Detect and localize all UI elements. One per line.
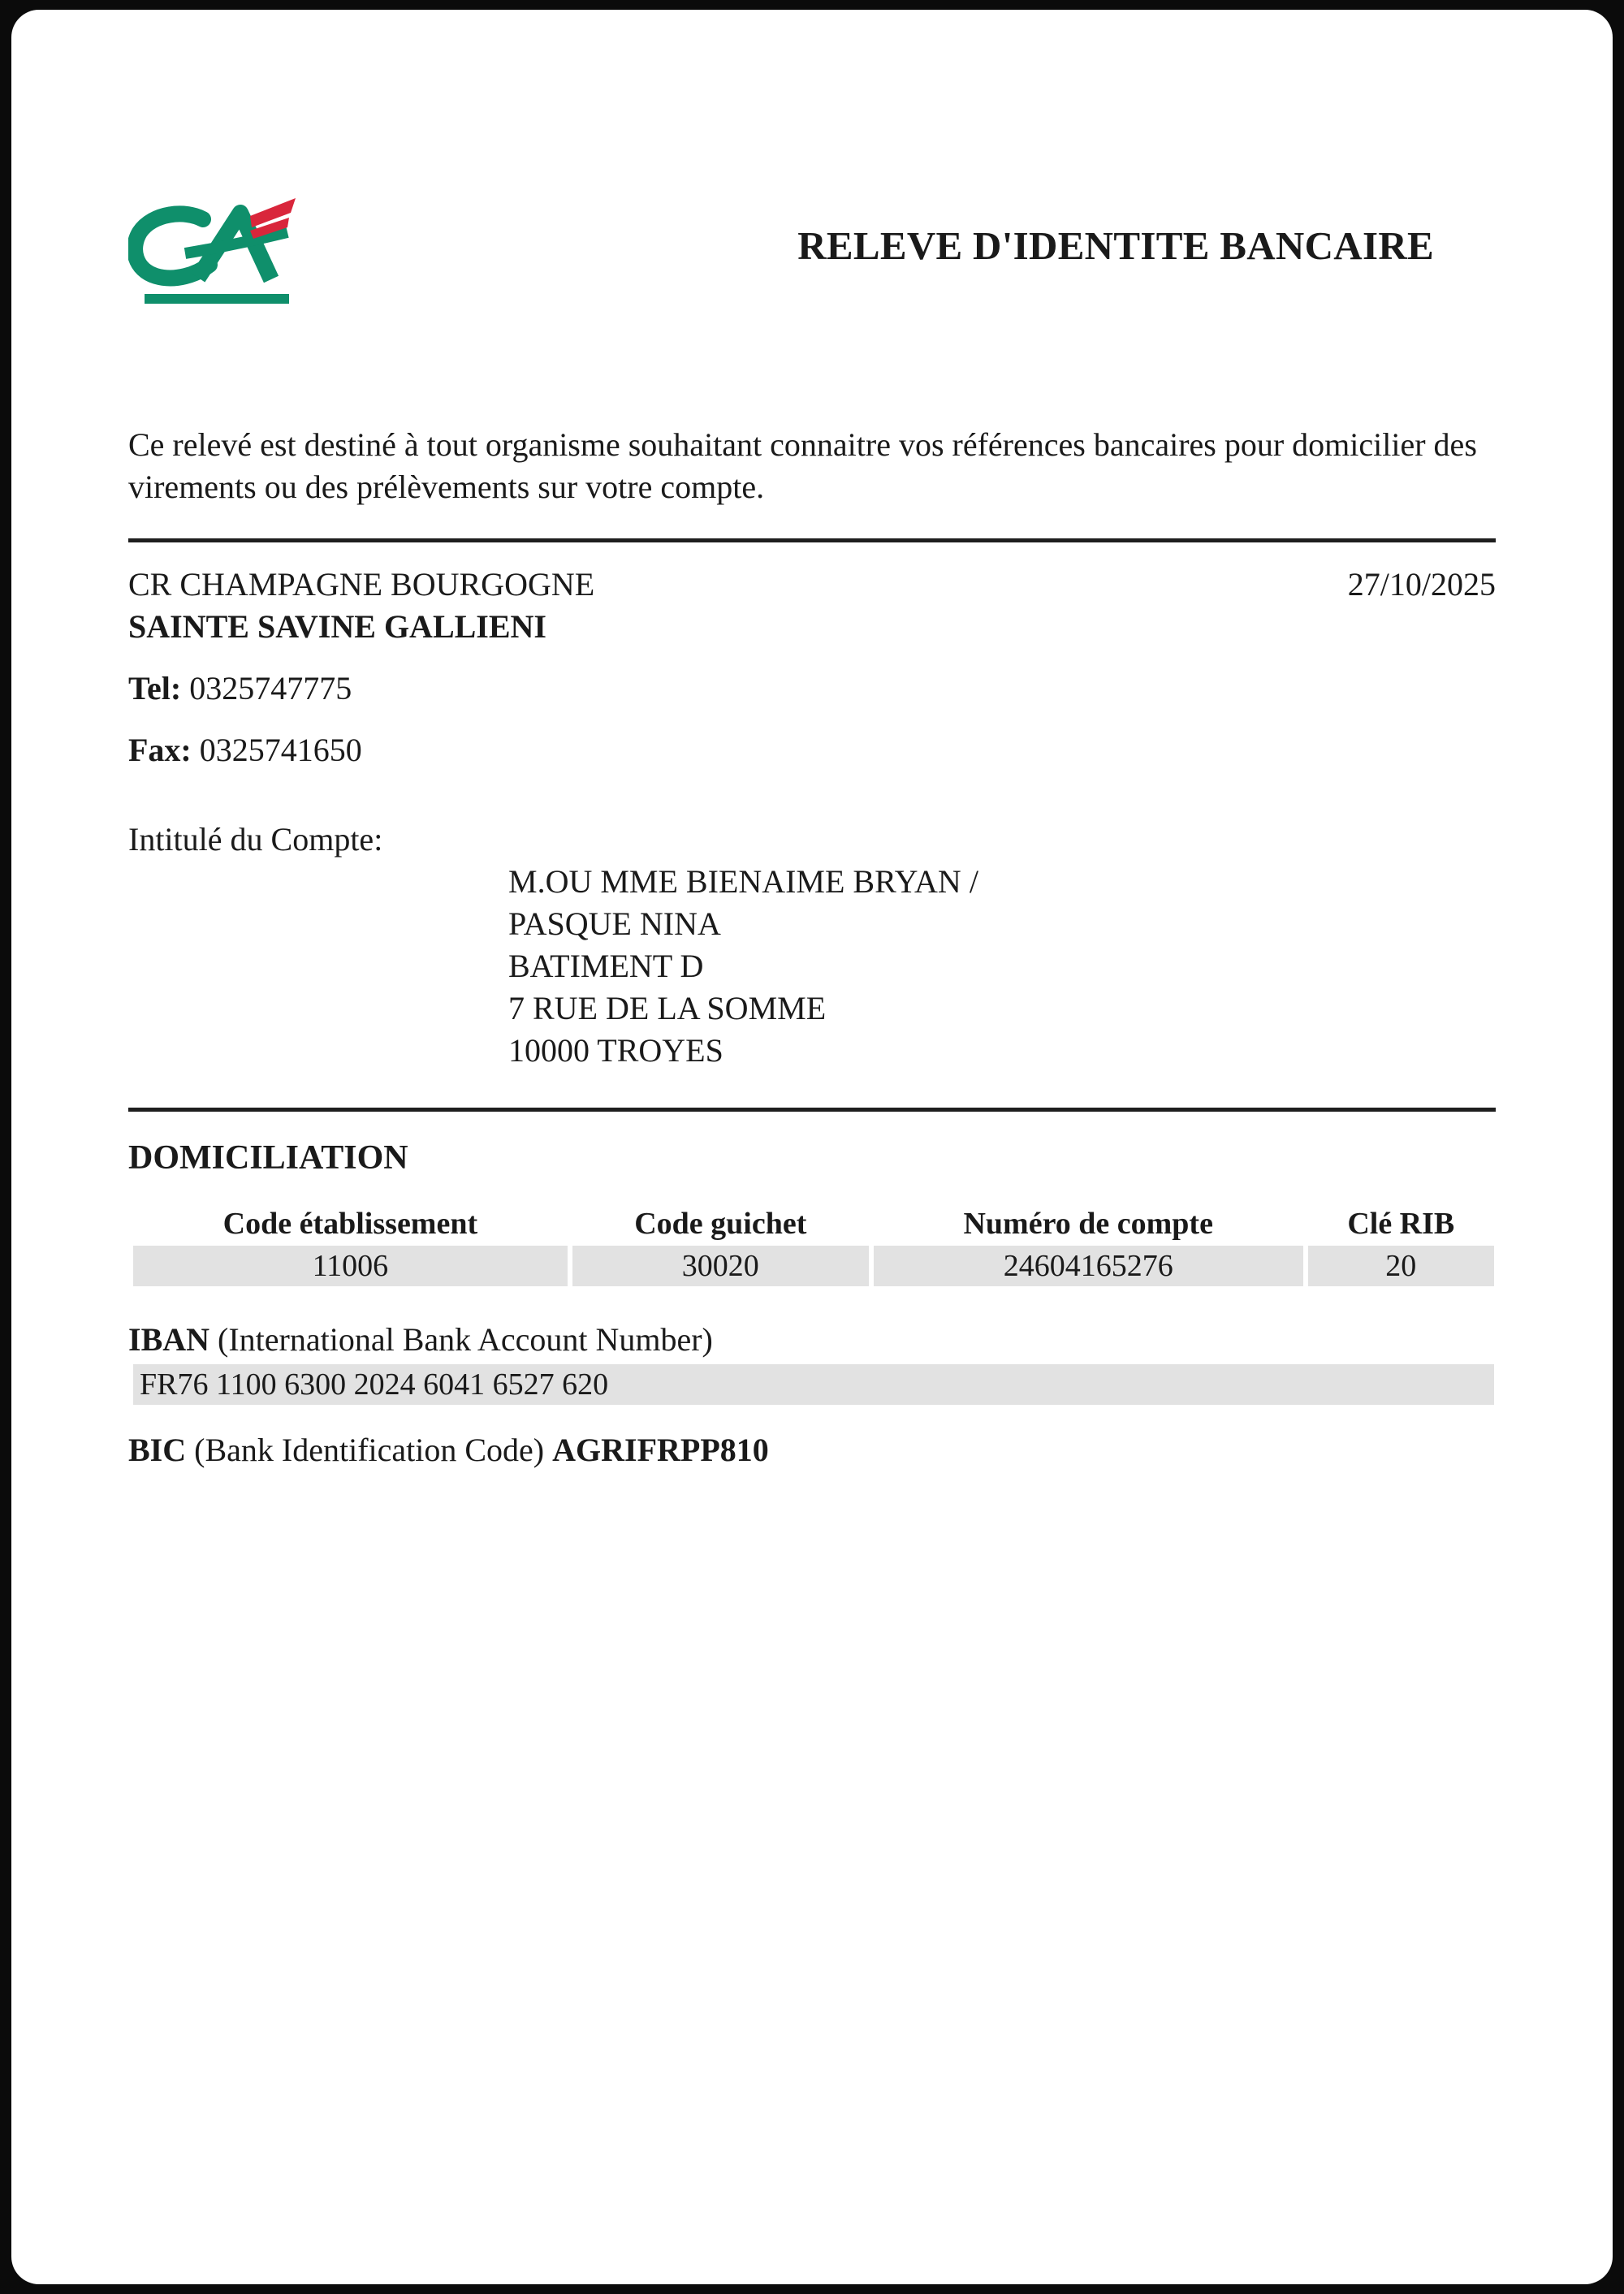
account-title-label: Intitulé du Compte:: [128, 821, 383, 858]
account-number-value: 24604165276: [874, 1246, 1303, 1286]
bic-description: (Bank Identification Code): [186, 1432, 553, 1468]
account-holder-block: [508, 861, 978, 1072]
header-account-number: Numéro de compte: [963, 1207, 1213, 1241]
divider: [128, 538, 1496, 542]
fax-value: 0325741650: [199, 732, 362, 768]
iban-value: FR76 1100 6300 2024 6041 6527 620: [133, 1364, 1494, 1405]
tel-label: Tel:: [128, 670, 182, 706]
bic-value: AGRIFRPP810: [552, 1432, 769, 1468]
iban-label-line: [128, 1319, 713, 1361]
document-title: RELEVE D'IDENTITE BANCAIRE: [797, 223, 1434, 268]
tel-value: 0325747775: [189, 670, 352, 706]
fax-label: Fax:: [128, 732, 192, 768]
iban-description: (International Bank Account Number): [209, 1321, 713, 1358]
bic-label: BIC: [128, 1432, 187, 1468]
header-bank-code: Code établissement: [222, 1207, 478, 1241]
fax-line: [128, 729, 362, 771]
rib-key-value: 20: [1308, 1246, 1494, 1286]
credit-agricole-logo: [128, 195, 299, 317]
divider: [128, 1108, 1496, 1112]
bank-code-value: 11006: [133, 1246, 568, 1286]
holder-line: 7 RUE DE LA SOMME: [508, 990, 827, 1026]
holder-line: PASQUE NINA: [508, 905, 721, 942]
holder-line: BATIMENT D: [508, 948, 704, 984]
iban-label: IBAN: [128, 1321, 210, 1358]
statement-date: 27/10/2025: [1347, 566, 1496, 603]
holder-line: 10000 TROYES: [508, 1032, 723, 1069]
header-branch-code: Code guichet: [634, 1207, 807, 1241]
bank-name: CR CHAMPAGNE BOURGOGNE: [128, 566, 595, 603]
bank-codes-table: [128, 1202, 1499, 1286]
branch-code-value: 30020: [572, 1246, 869, 1286]
bic-line: [128, 1429, 769, 1471]
tel-line: [128, 667, 352, 710]
holder-line: M.OU MME BIENAIME BRYAN /: [508, 863, 978, 900]
domiciliation-title: DOMICILIATION: [128, 1139, 408, 1177]
header-rib-key: Clé RIB: [1347, 1207, 1455, 1241]
document-page: [11, 10, 1613, 2284]
intro-text: Ce relevé est destiné à tout organisme souhaitant connaitre vos références bancaires pour domicilier des virements ou des prélèvements sur votre compte.: [128, 426, 1477, 505]
agency-name: SAINTE SAVINE GALLIENI: [128, 608, 546, 645]
